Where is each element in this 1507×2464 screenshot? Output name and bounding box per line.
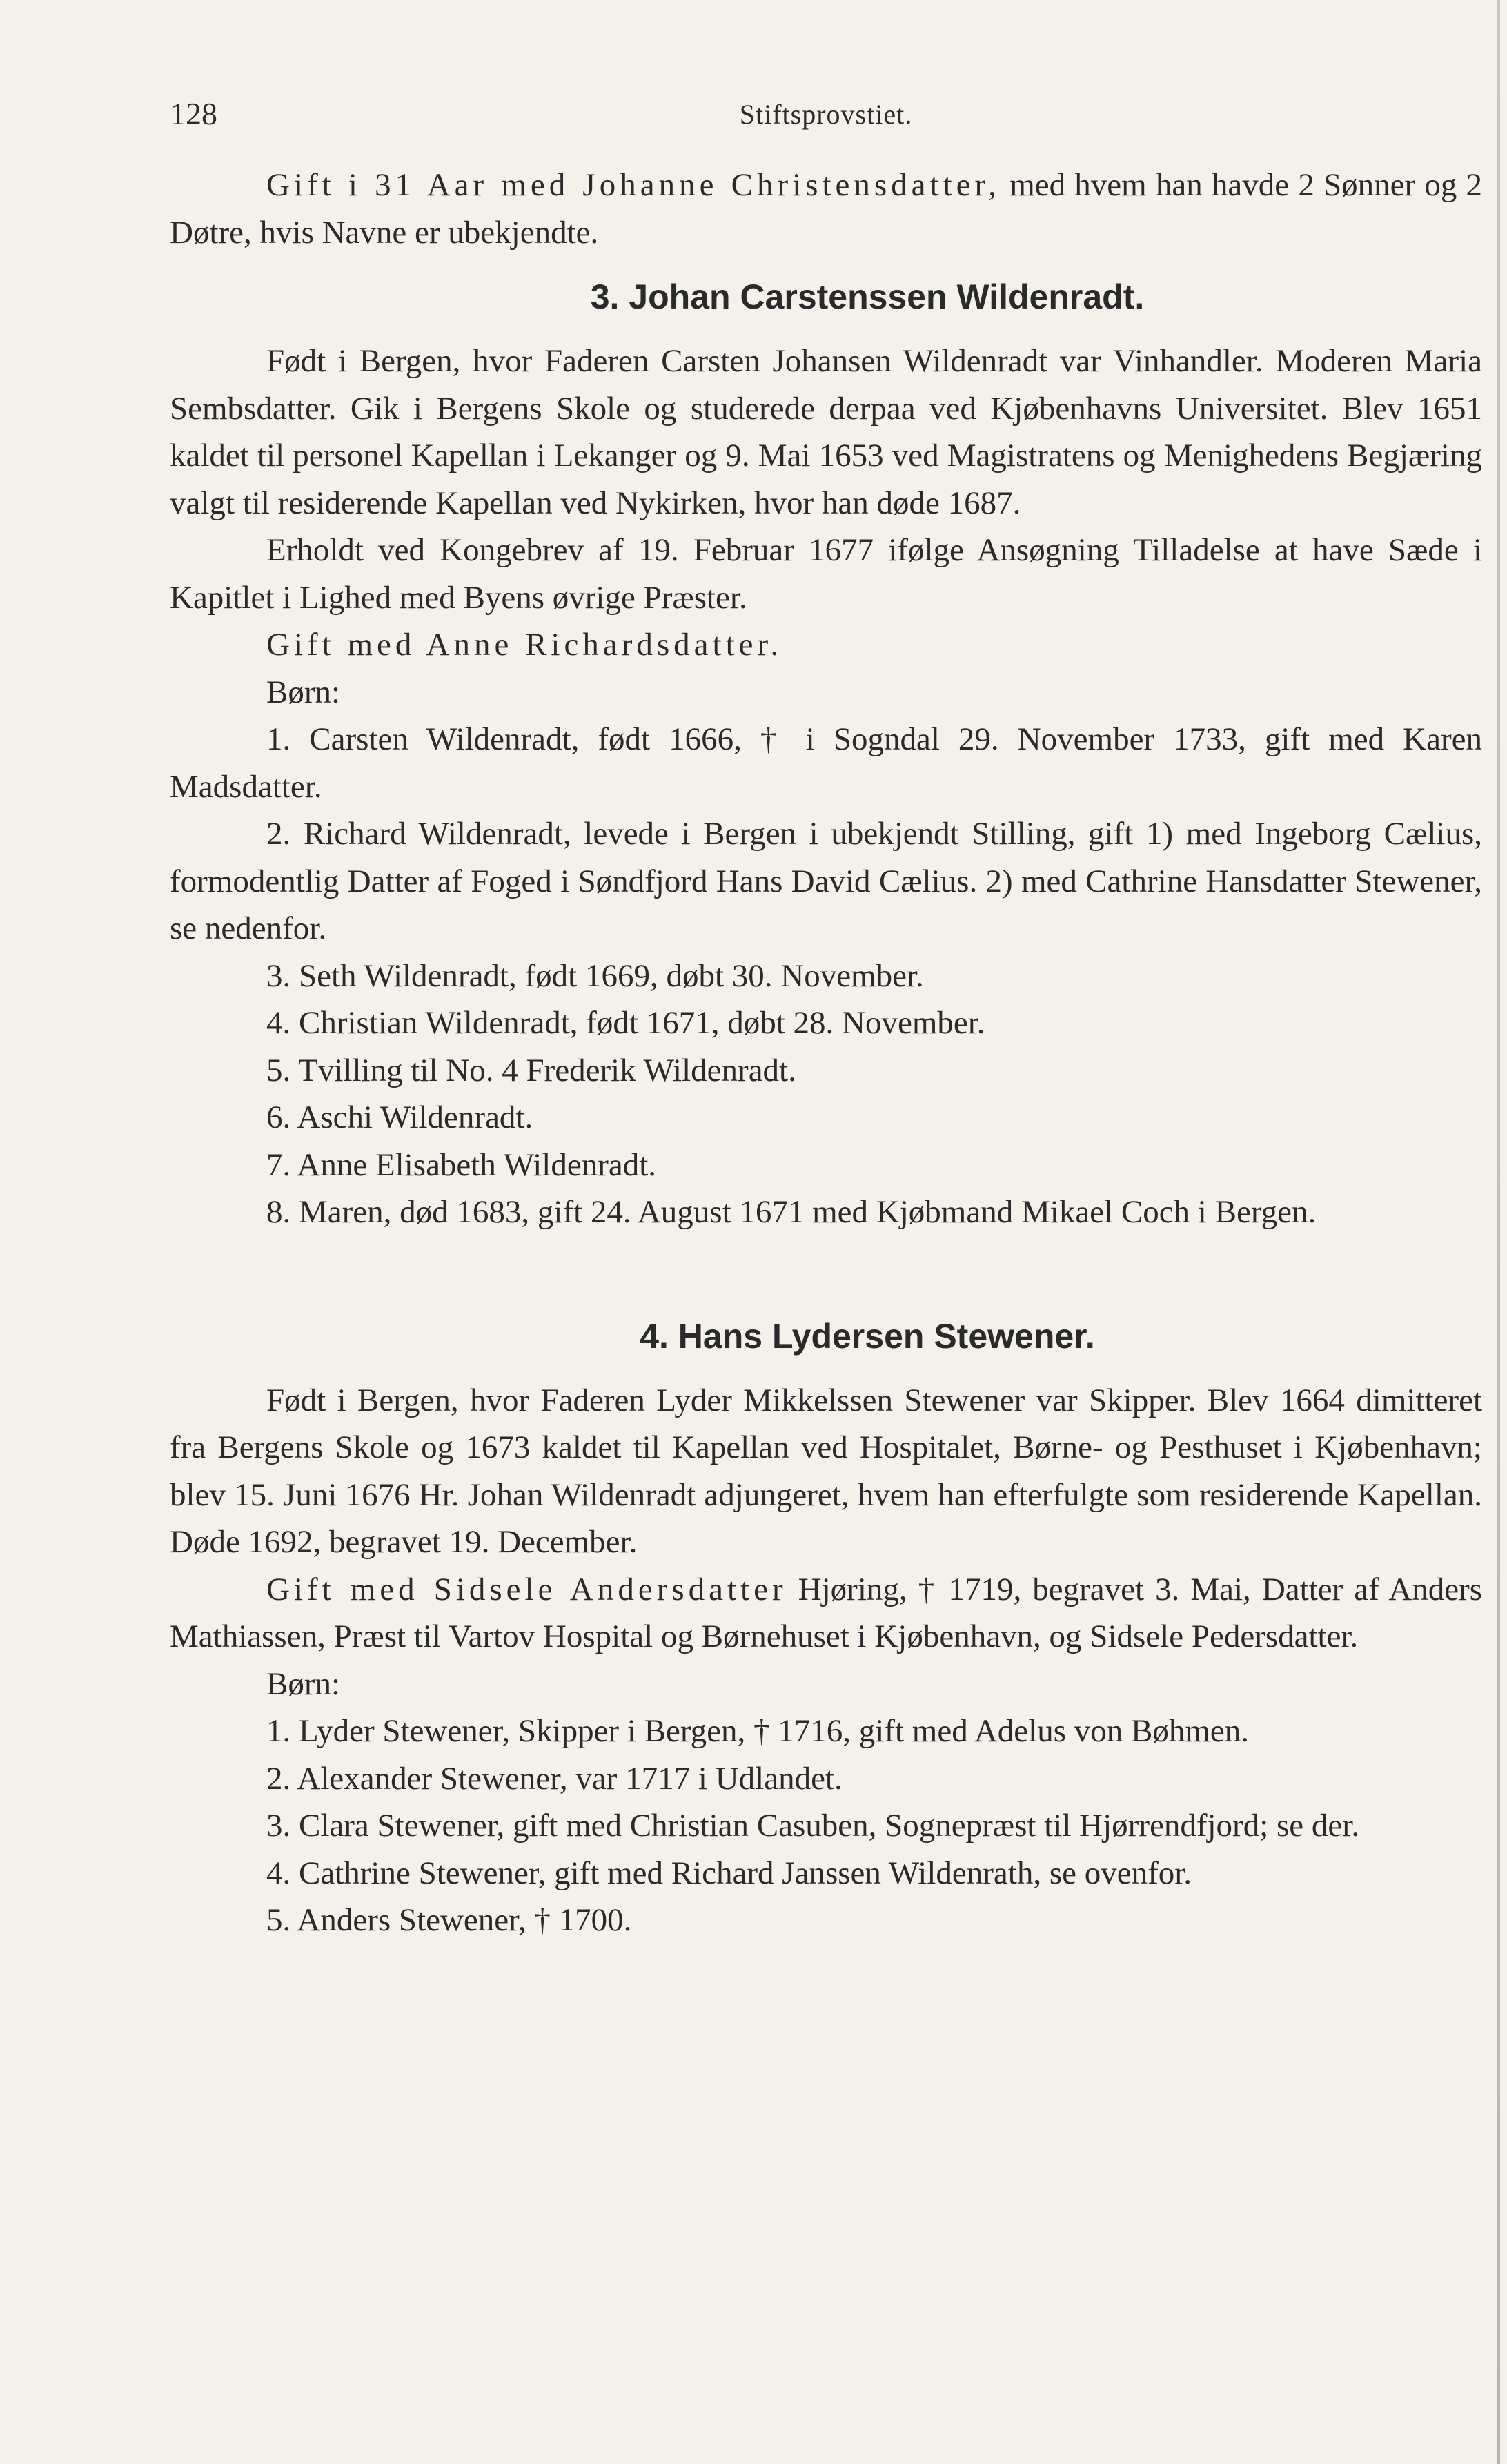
list-item: 6. Aschi Wildenradt. bbox=[266, 1099, 533, 1135]
section-3-paragraph: Erholdt ved Kongebrev af 19. Februar 1677 ifølge Ansøgning Tilladelse at have Sæde i Kapitlet i Lighed med Byens øvrige Præster. bbox=[170, 532, 1482, 616]
section-3-gift: Gift med Anne Richardsdatter. bbox=[266, 627, 783, 663]
section-spacer bbox=[170, 1236, 1482, 1295]
list-item: 8. Maren, død 1683, gift 24. August 1671 med Kjøbmand Mikael Coch i Bergen. bbox=[266, 1194, 1317, 1230]
section-4-gift-rest: Hjøring, † 1719, begravet 3. Mai, Datter af Anders Mathiassen, Præst til Vartov Hospital og Børnehuset i Kjøbenhavn, og Sidsele Pedersdatter. bbox=[170, 1571, 1482, 1654]
section-3-born-label: Børn: bbox=[266, 674, 341, 710]
section-4-born-label: Børn: bbox=[266, 1665, 341, 1702]
list-item: 2. Alexander Stewener, var 1717 i Udlandet. bbox=[266, 1760, 843, 1797]
list-item: 4. Christian Wildenradt, født 1671, døbt 28. November. bbox=[266, 1005, 985, 1041]
section-3-paragraph: Født i Bergen, hvor Faderen Carsten Johansen Wildenradt var Vinhandler. Moderen Maria Sembsdatter. Gik i Bergens Skole og studerede derpaa ved Kjøbenhavns Universitet. Blev 1651 kaldet til personel Kapellan i Lekanger og 9. Mai 1653 ved Magistratens og Menighedens Begjæring valgt til residerende Kapellan ved Nykirken, hvor han døde 1687. bbox=[170, 343, 1482, 521]
list-item: 4. Cathrine Stewener, gift med Richard Janssen Wildenrath, se ovenfor. bbox=[266, 1855, 1192, 1891]
page-edge bbox=[1497, 0, 1500, 2464]
section-4-paragraph: Født i Bergen, hvor Faderen Lyder Mikkelssen Stewener var Skipper. Blev 1664 dimitteret fra Bergens Skole og 1673 kaldet til Kapellan ved Hospitalet, Børne- og Pesthuset i Kjøbenhavn; blev 15. Juni 1676 Hr. Johan Wildenradt adjungeret, hvem han efterfulgte som residerende Kapellan. Døde 1692, begravet 19. December. bbox=[170, 1382, 1482, 1560]
intro-paragraph bbox=[170, 162, 1482, 256]
running-title: Stiftsprovstiet. bbox=[739, 99, 913, 130]
section-4-body bbox=[170, 1377, 1482, 1944]
section-4-gift bbox=[170, 1566, 1482, 1661]
section-4-title: 4. Hans Lydersen Stewener. bbox=[640, 1316, 1095, 1356]
list-item: 3. Seth Wildenradt, født 1669, døbt 30. November. bbox=[266, 957, 924, 994]
list-item: 2. Richard Wildenradt, levede i Bergen i ubekjendt Stilling, gift 1) med Ingeborg Cælius, formodentlig Datter af Foged i Søndfjord Hans David Cælius. 2) med Cathrine Hansdatter Stewener, se nedenfor. bbox=[170, 816, 1482, 946]
list-item: 7. Anne Elisabeth Wildenradt. bbox=[266, 1146, 657, 1183]
section-3-title: 3. Johan Carstenssen Wildenradt. bbox=[590, 277, 1145, 316]
list-item: 3. Clara Stewener, gift med Christian Casuben, Sognepræst til Hjørrendfjord; se der. bbox=[266, 1808, 1360, 1844]
page-header bbox=[170, 95, 1482, 144]
list-item: 5. Tvilling til No. 4 Frederik Wildenradt. bbox=[266, 1052, 796, 1088]
section-3-body bbox=[170, 338, 1482, 1236]
intro-block bbox=[170, 162, 1482, 256]
list-item: 1. Lyder Stewener, Skipper i Bergen, † 1716, gift med Adelus von Bøhmen. bbox=[266, 1713, 1250, 1749]
list-item: 1. Carsten Wildenradt, født 1666, † i Sogndal 29. November 1733, gift med Karen Madsdatter. bbox=[170, 721, 1482, 805]
page-number: 128 bbox=[170, 96, 217, 131]
intro-spaced-text: Gift i 31 Aar med Johanne Christensdatter, bbox=[266, 167, 1001, 203]
intro-rest-text: med hvem han havde 2 Sønner og 2 Døtre, hvis Navne er ubekjendte. bbox=[170, 167, 1482, 251]
list-item: 5. Anders Stewener, † 1700. bbox=[266, 1902, 632, 1938]
section-4-gift-spaced: Gift med Sidsele Andersdatter bbox=[266, 1571, 787, 1607]
